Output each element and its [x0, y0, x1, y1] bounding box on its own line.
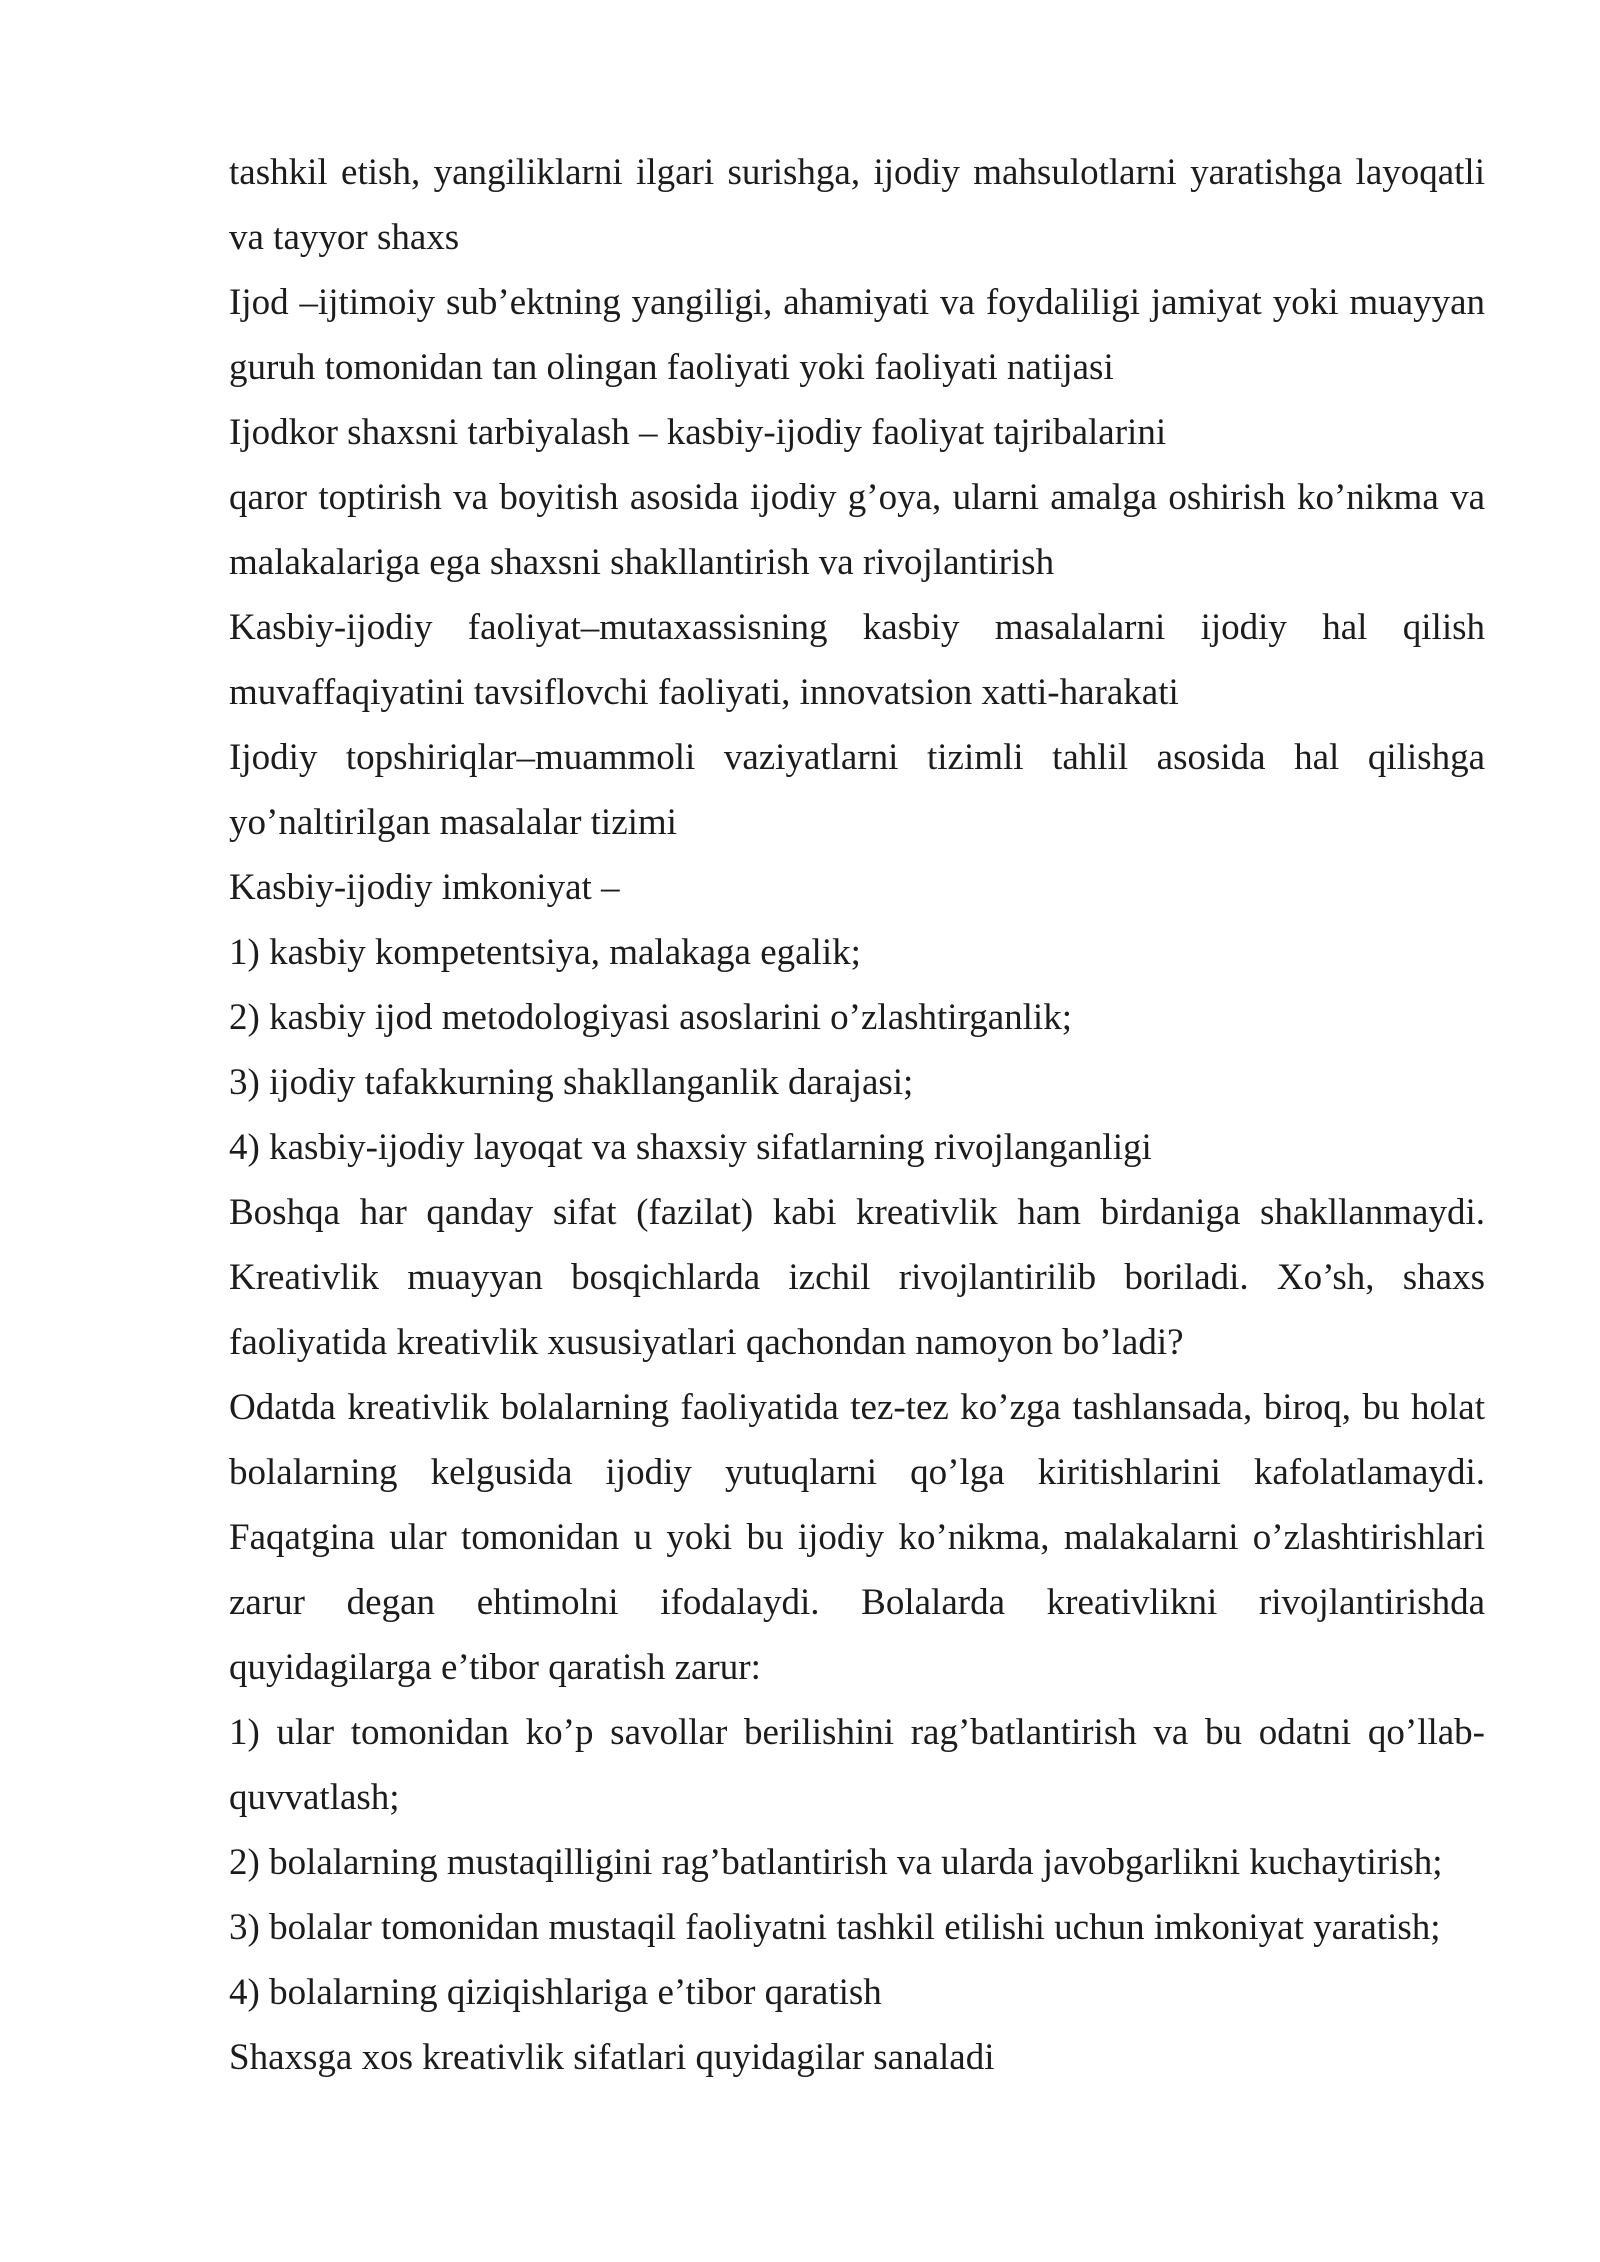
paragraph-ijodiy-topshiriqlar: Ijodiy topshiriqlar–muammoli vaziyatlarni tizimli tahlil asosida hal qilishga yo’naltirilgan masalalar tizimi: [229, 737, 1485, 843]
paragraph-kasbiy-ijodiy-faoliyat: Kasbiy-ijodiy faoliyat–mutaxassisning kasbiy masalalarni ijodiy hal qilish muvaffaqiyatini tavsiflovchi faoliyati, innovatsion xatti-harakati: [229, 607, 1485, 713]
list-item: 3) ijodiy tafakkurning shakllanganlik darajasi;: [229, 1062, 914, 1103]
paragraph-kreativlik-bosqichlar: Boshqa har qanday sifat (fazilat) kabi kreativlik ham birdaniga shakllanmaydi. Kreativlik muayyan bosqichlarda izchil rivojlantirilib boriladi. Xo’sh, shaxs faoliyatida kreativlik xususiyatlari qachondan namoyon bo’ladi?: [229, 1192, 1485, 1363]
paragraph-qaror-toptirish: qaror toptirish va boyitish asosida ijodiy g’oya, ularni amalga oshirish ko’nikma va malakalariga ega shaxsni shakllantirish va rivojlantirish: [229, 477, 1485, 583]
paragraph-shaxs-definition-end: tashkil etish, yangiliklarni ilgari surishga, ijodiy mahsulotlarni yaratishga layoqatli va tayyor shaxs: [229, 152, 1485, 258]
paragraph-kasbiy-ijodiy-imkoniyat: Kasbiy-ijodiy imkoniyat –: [229, 867, 620, 908]
paragraph-ijodkor-tarbiyalash: Ijodkor shaxsni tarbiyalash – kasbiy-ijodiy faoliyat tajribalarini: [229, 412, 1167, 453]
list-item: 3) bolalar tomonidan mustaqil faoliyatni tashkil etilishi uchun imkoniyat yaratish;: [229, 1907, 1441, 1948]
list-item: 1) ular tomonidan ko’p savollar berilishini rag’batlantirish va bu odatni qo’llab-quvvatlash;: [229, 1712, 1485, 1818]
paragraph-bolalar-kreativlik: Odatda kreativlik bolalarning faoliyatida tez-tez ko’zga tashlansada, biroq, bu holat bolalarning kelgusida ijodiy yutuqlarni qo’lga kiritishlarini kafolatlamaydi. Faqatgina ular tomonidan u yoki bu ijodiy ko’nikma, malakalarni o’zlashtirishlari zarur degan ehtimolni ifodalaydi. Bolalarda kreativlikni rivojlantirishda quyidagilarga e’tibor qaratish zarur:: [229, 1387, 1485, 1688]
paragraph-ijod-definition: Ijod –ijtimoiy sub’ektning yangiligi, ahamiyati va foydaliligi jamiyat yoki muayyan guruh tomonidan tan olingan faoliyati yoki faoliyati natijasi: [229, 282, 1485, 388]
paragraph-kreativlik-sifatlari: Shaxsga xos kreativlik sifatlari quyidagilar sanaladi: [229, 2037, 995, 2078]
list-item: 4) bolalarning qiziqishlariga e’tibor qaratish: [229, 1972, 882, 2013]
list-item: 2) kasbiy ijod metodologiyasi asoslarini o’zlashtirganlik;: [229, 997, 1072, 1038]
list-item: 2) bolalarning mustaqilligini rag’batlantirish va ularda javobgarlikni kuchaytirish;: [229, 1842, 1443, 1883]
list-item: 4) kasbiy-ijodiy layoqat va shaxsiy sifatlarning rivojlanganligi: [229, 1127, 1152, 1168]
list-item: 1) kasbiy kompetentsiya, malakaga egalik;: [229, 932, 861, 973]
document-page: [229, 140, 1485, 2090]
